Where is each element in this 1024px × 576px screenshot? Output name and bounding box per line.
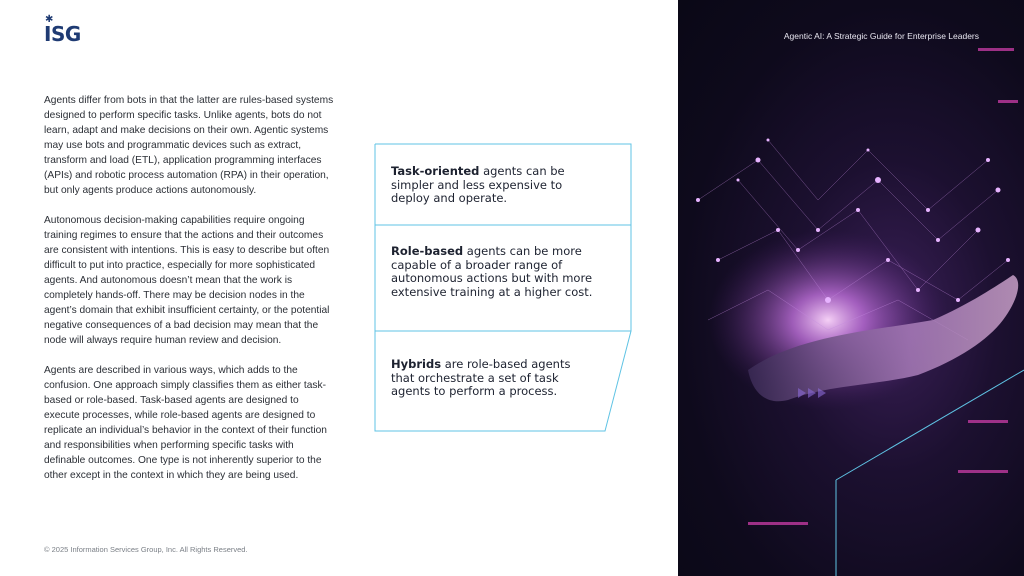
network-hand-illustration (678, 0, 1024, 576)
paragraph: Autonomous decision-making capabilities require ongoing training regimes to ensure that the actions and their outcomes are consistent with intentions. This is easy to describe but often difficult to put into practice, especially for more sophisticated agents. And autonomous doesn’t mean that the work is completely hands-off. There may be decision nodes in the agent’s domain that exhibit insufficient certainty, or the potential negative consequences of a bad decision may mean that the node will always require human review and decision. (44, 215, 330, 346)
task-oriented-box (391, 165, 591, 206)
role-based-box (391, 245, 611, 299)
logo-text: ISG (44, 22, 81, 46)
box-heading: Hybrids (391, 357, 442, 371)
box-body: agents can be simpler and less expensive to deploy and operate. (391, 164, 565, 205)
paragraph: Agents are described in various ways, which adds to the confusion. One approach simply classifies them as either task-based or role-based. Task-based agents are designed to execute processes, while role-based agents are designed to replicate an individual’s behavior in the context of their function and responsibilities when performing specific tasks with definable outcomes. One type is not inherently superior to the other except in the context in which they are being used. (44, 365, 327, 481)
hero-image (678, 0, 1024, 576)
box-body: are role-based agents that orchestrate a set of task agents to perform a process. (391, 357, 571, 398)
box-heading: Role-based (391, 244, 464, 258)
star-icon: ✱ (45, 14, 54, 25)
agent-types-panel (374, 143, 634, 433)
isg-logo (44, 16, 84, 46)
guide-title: Agentic AI: A Strategic Guide for Enterprise Leaders (783, 31, 979, 41)
body-text (44, 93, 336, 498)
copyright-footer: © 2025 Information Services Group, Inc. All Rights Reserved. (44, 545, 248, 554)
box-heading: Task-oriented (391, 164, 480, 178)
hybrids-box (391, 358, 591, 399)
paragraph: Agents differ from bots in that the latter are rules-based systems designed to perform specific tasks. Unlike agents, bots do not learn, adapt and make decisions on their own. Agentic systems may use bots and programmatic devices such as extract, transform and load (ETL), application programming interfaces (APIs) and robotic process automation (RPA) in their operation, but only agents produce actions autonomously. (44, 95, 334, 196)
box-body: agents can be more capable of a broader range of autonomous actions but with more extensive training at a higher cost. (391, 244, 593, 299)
